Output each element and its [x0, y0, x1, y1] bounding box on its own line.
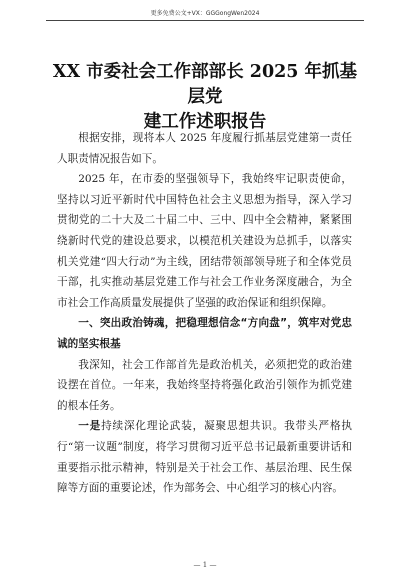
paragraph-overview: 2025 年，在市委的坚强领导下，我始终牢记职责使命，坚持以习近平新时代中国特色社会主义思想为指导，深入学习贯彻党的二十大及二十届二中、三中、四中全会精神，紧紧围绕新时代党的建设总要求，以模范机关建设为总抓手，以落实机关党建“四大行动”为主线，团结带领部领导班子和全体党员干部，扎实推动基层党建工作与社会工作业务深度融合，为全市社会工作高质量发展提供了坚强的政治保证和组织保障。: [57, 173, 352, 309]
document-body: [57, 128, 352, 499]
header-divider: [46, 20, 364, 21]
paragraph-political: 我深知，社会工作部首先是政治机关，必须把党的政治建设摆在首位。一年来，我始终坚持将强化政治引领作为抓党建的根本任务。: [57, 358, 352, 412]
paragraph-body: 持续深化理论武装，凝聚思想共识。我带头严格执行“第一议题”制度，将学习贯彻习近平总书记最新重要讲话和重要指示批示精神，特别是关于社会工作、基层治理、民生保障等方面的重要论述，作为部务会、中心组学习的核心内容。: [57, 420, 353, 495]
intro-paragraph: 根据安排，现将本人 2025 年度履行抓基层党建第一责任人职责情况报告如下。: [57, 132, 352, 165]
document-title: [50, 60, 360, 135]
header-note: 更多免费公文+VX：GGGongWen2024: [150, 10, 260, 17]
title-line-2: 建工作述职报告: [143, 112, 267, 132]
page-number: — 1 —: [193, 561, 217, 569]
paragraph-theory: [57, 416, 352, 498]
title-line-1: XX 市委社会工作部部长 2025 年抓基层党: [52, 62, 358, 107]
paragraph-lead: 一是: [78, 420, 102, 433]
section-heading-1: 一、突出政治铸魂，把稳理想信念“方向盘”，筑牢对党忠诚的坚实根基: [57, 317, 352, 350]
